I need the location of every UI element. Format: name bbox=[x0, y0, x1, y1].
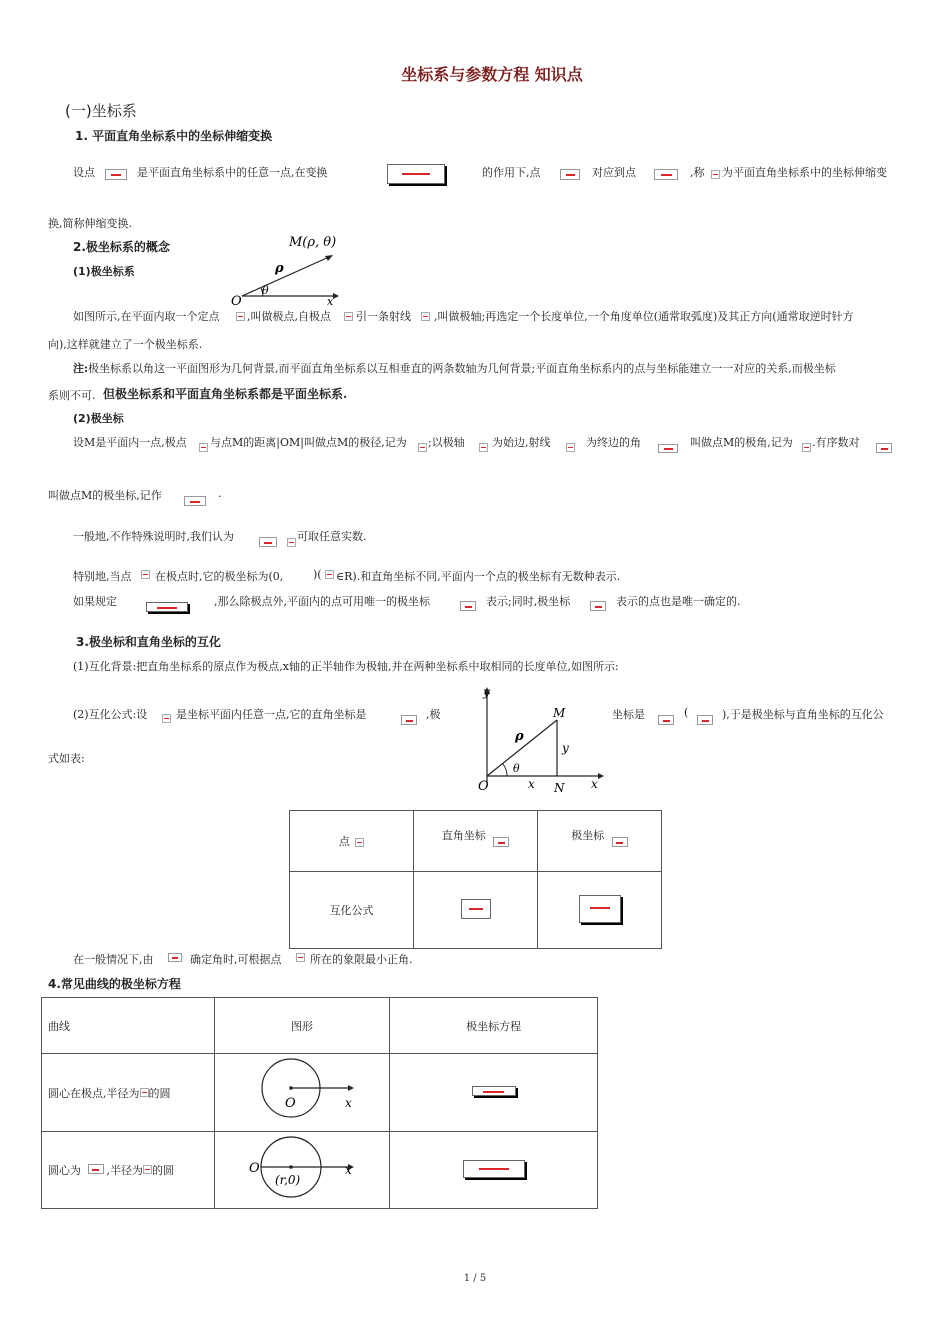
page-title: 坐标系与参数方程 知识点 bbox=[401, 65, 583, 84]
text: 叫做点M的极角,记为 bbox=[690, 436, 793, 449]
text: 换,简称伸缩变换. bbox=[48, 217, 132, 230]
formula-image-icon bbox=[88, 1164, 104, 1174]
text: ,叫做极轴;再选定一个长度单位,一个角度单位(通常取弧度)及其正方向(通常取逆时针方 bbox=[434, 310, 854, 323]
table-cell bbox=[42, 1054, 215, 1132]
text: 确定角时,可根据点 bbox=[190, 953, 282, 966]
formula-image-icon bbox=[566, 443, 575, 452]
label-x: x bbox=[345, 1162, 352, 1177]
table-cell bbox=[42, 1132, 215, 1209]
label-x-axis: x bbox=[591, 777, 598, 791]
table-row bbox=[290, 872, 662, 949]
formula-image-icon bbox=[697, 715, 713, 725]
text: 引一条射线 bbox=[356, 310, 411, 323]
formula-image-icon bbox=[355, 838, 364, 847]
curves-table bbox=[41, 997, 598, 1209]
formula-image-icon bbox=[184, 496, 206, 506]
rectangular-polar-figure bbox=[455, 684, 605, 796]
text: ,叫做极点,自极点 bbox=[247, 310, 331, 323]
label-rho: ρ bbox=[275, 261, 284, 276]
label-M: M bbox=[553, 706, 566, 720]
text-bold: 但极坐标系和平面直角坐标系都是平面坐标系. bbox=[103, 387, 348, 401]
text: 设M是平面内一点,极点 bbox=[73, 436, 187, 449]
formula-image-icon bbox=[658, 444, 678, 453]
conversion-table bbox=[289, 810, 662, 949]
curve-name-suffix: 的圆 bbox=[148, 1086, 171, 1100]
formula-image-icon bbox=[711, 170, 720, 179]
formula-image-icon bbox=[325, 570, 334, 579]
text: 的作用下,点 bbox=[482, 166, 541, 179]
text: 在一般情况下,由 bbox=[73, 953, 154, 966]
table-cell bbox=[538, 872, 662, 949]
text: 向),这样就建立了一个极坐标系. bbox=[48, 338, 203, 351]
formula-image-icon bbox=[479, 443, 488, 452]
formula-image-icon bbox=[168, 953, 182, 962]
formula-image-icon bbox=[199, 443, 208, 452]
curve-name-mid: ,半径为 bbox=[106, 1164, 143, 1177]
table-cell: 极坐标方程 bbox=[390, 998, 598, 1054]
table-cell bbox=[390, 1132, 598, 1209]
table-row bbox=[42, 1132, 598, 1209]
formula-image-icon bbox=[401, 715, 417, 725]
text: 可取任意实数. bbox=[297, 530, 367, 543]
text: 为终边的角 bbox=[586, 436, 641, 449]
label-x: x bbox=[528, 777, 535, 791]
formula-image-icon bbox=[658, 715, 674, 725]
text: .有序数对 bbox=[812, 436, 860, 449]
note-label: 注: bbox=[73, 362, 89, 375]
table-cell: 曲线 bbox=[42, 998, 215, 1054]
subheading-polar-system: (1)极坐标系 bbox=[73, 265, 135, 278]
text: 对应到点 bbox=[592, 166, 636, 179]
formula-image-icon bbox=[654, 169, 678, 180]
circle-center-r-figure bbox=[247, 1134, 357, 1204]
text: ,极 bbox=[426, 708, 441, 721]
formula-image-icon bbox=[287, 538, 296, 547]
formula-image-icon bbox=[802, 443, 811, 452]
formula-image-icon bbox=[612, 837, 628, 847]
heading-polar-concept: 2.极坐标系的概念 bbox=[73, 240, 170, 254]
table-row bbox=[42, 998, 598, 1054]
text: 系则不可. bbox=[48, 389, 96, 402]
table-cell bbox=[290, 811, 414, 872]
label-r0: (r,0) bbox=[275, 1172, 301, 1187]
table-cell bbox=[214, 1132, 390, 1209]
subheading-polar-coordinate: (2)极坐标 bbox=[73, 412, 124, 425]
page-number: 1 / 5 bbox=[463, 1273, 487, 1284]
text: 特别地,当点 bbox=[73, 570, 132, 583]
formula-image-icon bbox=[461, 899, 491, 919]
formula-image-icon bbox=[493, 837, 509, 847]
table-cell bbox=[414, 811, 538, 872]
formula-image-icon bbox=[460, 601, 476, 611]
curve-name-suffix: 的圆 bbox=[152, 1164, 174, 1177]
formula-image-icon bbox=[876, 443, 892, 453]
text: ,那么除极点外,平面内的点可用唯一的极坐标 bbox=[214, 595, 430, 608]
text: 所在的象限最小正角. bbox=[310, 953, 413, 966]
text: 在极点时,它的极坐标为(0, bbox=[155, 570, 284, 583]
curve-name: 圆心在极点,半径为 bbox=[48, 1086, 140, 1100]
text: ;以极轴 bbox=[428, 436, 465, 449]
text: )( bbox=[313, 568, 322, 581]
text: 式如表: bbox=[48, 752, 85, 765]
text: 与点M的距离|OM|叫做点M的极径,记为 bbox=[210, 436, 407, 449]
label-theta: θ bbox=[513, 762, 520, 775]
formula-image-icon bbox=[143, 1165, 152, 1174]
heading-common-curves: 4.常见曲线的极坐标方程 bbox=[48, 977, 181, 991]
formula-image-icon bbox=[296, 953, 305, 962]
label-O: O bbox=[231, 294, 242, 307]
formula-image-icon bbox=[421, 312, 430, 321]
label-y-axis: y bbox=[483, 685, 490, 699]
label-y: y bbox=[562, 741, 569, 755]
text: 是坐标平面内任意一点,它的直角坐标是 bbox=[176, 708, 367, 721]
label-O: O bbox=[249, 1160, 260, 1176]
text: . bbox=[218, 487, 222, 500]
table-row bbox=[290, 811, 662, 872]
formula-image-icon bbox=[472, 1086, 516, 1096]
formula-image-icon bbox=[463, 1160, 525, 1178]
formula-image-icon bbox=[140, 1088, 149, 1097]
formula-image-icon bbox=[259, 537, 277, 547]
formula-image-icon bbox=[387, 164, 445, 184]
formula-image-icon bbox=[141, 570, 150, 579]
text: ( bbox=[684, 706, 689, 719]
curve-name: 圆心为 bbox=[48, 1164, 81, 1177]
text: 如图所示,在平面内取一个定点 bbox=[73, 310, 220, 323]
table-cell bbox=[390, 1054, 598, 1132]
formula-image-icon bbox=[146, 602, 188, 612]
polar-coordinate-figure bbox=[225, 232, 345, 307]
heading-stretch-transform: 1. 平面直角坐标系中的坐标伸缩变换 bbox=[75, 129, 273, 143]
formula-image-icon bbox=[162, 714, 171, 723]
label-x: x bbox=[345, 1096, 352, 1110]
text: 设点 bbox=[73, 166, 95, 179]
heading-conversion: 3.极坐标和直角坐标的互化 bbox=[76, 635, 221, 649]
text: (1)互化背景:把直角坐标系的原点作为极点,x轴的正半轴作为极轴,并在两种坐标系中取相同的长度单位,如图所示: bbox=[73, 660, 619, 673]
formula-image-icon bbox=[560, 169, 580, 180]
formula-image-icon bbox=[418, 443, 427, 452]
text: 表示的点也是唯一确定的. bbox=[616, 595, 741, 608]
table-cell bbox=[538, 811, 662, 872]
text: 是平面直角坐标系中的任意一点,在变换 bbox=[137, 166, 328, 179]
text: 叫做点M的极坐标,记作 bbox=[48, 489, 162, 502]
table-cell: 互化公式 bbox=[290, 872, 414, 949]
text: (2)互化公式:设 bbox=[73, 708, 148, 721]
formula-image-icon bbox=[344, 312, 353, 321]
circle-center-pole-figure bbox=[247, 1056, 357, 1126]
formula-image-icon bbox=[236, 312, 245, 321]
label-M: M(ρ, θ) bbox=[289, 235, 337, 250]
header-point: 点 bbox=[338, 835, 350, 848]
text: ),于是极坐标与直角坐标的互化公 bbox=[722, 708, 884, 721]
text: 坐标是 bbox=[612, 708, 645, 721]
formula-image-icon bbox=[579, 895, 621, 923]
text: 为始边,射线 bbox=[492, 436, 551, 449]
header-rect-coord: 直角坐标 bbox=[441, 829, 486, 842]
section-heading-coordinate-system: (一)坐标系 bbox=[65, 102, 137, 120]
text: ∈R).和直角坐标不同,平面内一个点的极坐标有无数种表示. bbox=[336, 570, 621, 583]
table-row bbox=[42, 1054, 598, 1132]
text: ,称 bbox=[690, 166, 705, 179]
label-O: O bbox=[285, 1096, 296, 1111]
label-x: x bbox=[327, 295, 334, 307]
formula-image-icon bbox=[590, 601, 606, 611]
text: 如果规定 bbox=[73, 595, 117, 608]
text: 表示;同时,极坐标 bbox=[486, 595, 571, 608]
label-N: N bbox=[554, 781, 565, 795]
header-polar-coord: 极坐标 bbox=[571, 829, 605, 842]
label-theta: θ bbox=[262, 284, 269, 297]
table-cell bbox=[214, 1054, 390, 1132]
label-O: O bbox=[478, 779, 489, 794]
text: 为平面直角坐标系中的坐标伸缩变 bbox=[722, 166, 887, 179]
text: 一般地,不作特殊说明时,我们认为 bbox=[73, 530, 234, 543]
table-cell bbox=[414, 872, 538, 949]
table-cell: 图形 bbox=[214, 998, 390, 1054]
text: 极坐标系以角这一平面图形为几何背景,而平面直角坐标系以互相垂直的两条数轴为几何背景;平面直角坐标系内的点与坐标能建立一一对应的关系,而极坐标 bbox=[88, 362, 836, 375]
formula-image-icon bbox=[105, 169, 127, 180]
label-rho: ρ bbox=[515, 729, 524, 744]
